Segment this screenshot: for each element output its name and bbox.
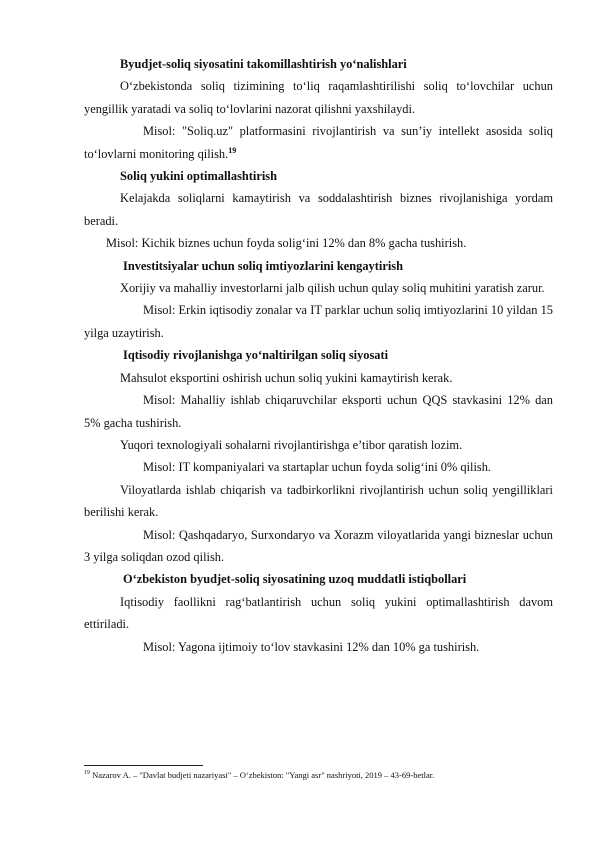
section-heading-investment: Investitsiyalar uchun soliq imtiyozlarini kengaytirish <box>123 258 403 273</box>
section-heading-economic-development: Iqtisodiy rivojlanishga yo‘naltirilgan soliq siyosati <box>123 348 389 363</box>
example-it-companies: Misol: IT kompaniyalari va startaplar uchun foyda solig‘ini 0% qilish. <box>143 460 492 475</box>
footnote-text: Nazarov A. – "Davlat budjeti nazariyasi" – O‘zbekiston: "Yangi asr" nashriyoti, 2019 – 43-69-betlar. <box>92 770 435 780</box>
example-small-business: Misol: Kichik biznes uchun foyda solig‘ini 12% dan 8% gacha tushirish. <box>106 236 467 251</box>
section-heading-tax-burden: Soliq yukini optimallashtirish <box>120 169 278 184</box>
example-social-payment: Misol: Yagona ijtimoiy to‘lov stavkasini 12% dan 10% ga tushirish. <box>143 639 480 654</box>
document-body <box>84 53 553 658</box>
paragraph-tax-reduction: Kelajakda soliqlarni kamaytirish va soddalashtirish biznes rivojlanishiga yordam beradi. <box>84 191 553 228</box>
paragraph-export: Mahsulot eksportini oshirish uchun soliq yukini kamaytirish kerak. <box>120 370 453 385</box>
section-heading-directions: Byudjet-soliq siyosatini takomillashtirish yo‘nalishlari <box>120 57 407 71</box>
paragraph-high-tech: Yuqori texnologiyali sohalarni rivojlantirishga e’tibor qaratish lozim. <box>120 437 463 452</box>
section-heading-long-term: O‘zbekiston byudjet-soliq siyosatining uzoq muddatli istiqbollari <box>123 572 467 587</box>
footnote <box>84 769 553 781</box>
paragraph-investors: Xorijiy va mahalliy investorlarni jalb qilish uchun qulay soliq muhitini yaratish zarur. <box>120 281 545 296</box>
example-text: Misol: "Soliq.uz" platformasini rivojlantirish va sun’iy intellekt asosida soliq to‘lovlarni monitoring qilish. <box>84 124 553 161</box>
example-regions: Misol: Qashqadaryo, Surxondaryo va Xorazm viloyatlarida yangi bizneslar uchun 3 yilga soliqdan ozod qilish. <box>84 527 553 564</box>
example-free-zones: Misol: Erkin iqtisodiy zonalar va IT parklar uchun soliq imtiyozlarini 10 yildan 15 yilga uzaytirish. <box>84 303 553 340</box>
paragraph-economic-activity: Iqtisodiy faollikni rag‘batlantirish uchun soliq yukini optimallashtirish davom ettiriladi. <box>84 594 553 632</box>
example-soliq-uz <box>84 120 553 165</box>
footnote-reference: 19 <box>228 145 237 155</box>
example-vat-export: Misol: Mahalliy ishlab chiqaruvchilar eksporti uchun QQS stavkasini 12% dan 5% gacha tushirish. <box>84 393 553 430</box>
footnote-number: 19 <box>84 770 90 777</box>
paragraph-digitalization: O‘zbekistonda soliq tizimining to‘liq raqamlashtirilishi soliq to‘lovchilar uchun yengillik yaratadi va soliq to‘lovlarini nazorat qilishni yaxshilaydi. <box>84 79 553 116</box>
footnote-divider <box>84 765 203 766</box>
paragraph-regions: Viloyatlarda ishlab chiqarish va tadbirkorlikni rivojlantirish uchun soliq yengilliklari berilishi kerak. <box>84 482 553 520</box>
